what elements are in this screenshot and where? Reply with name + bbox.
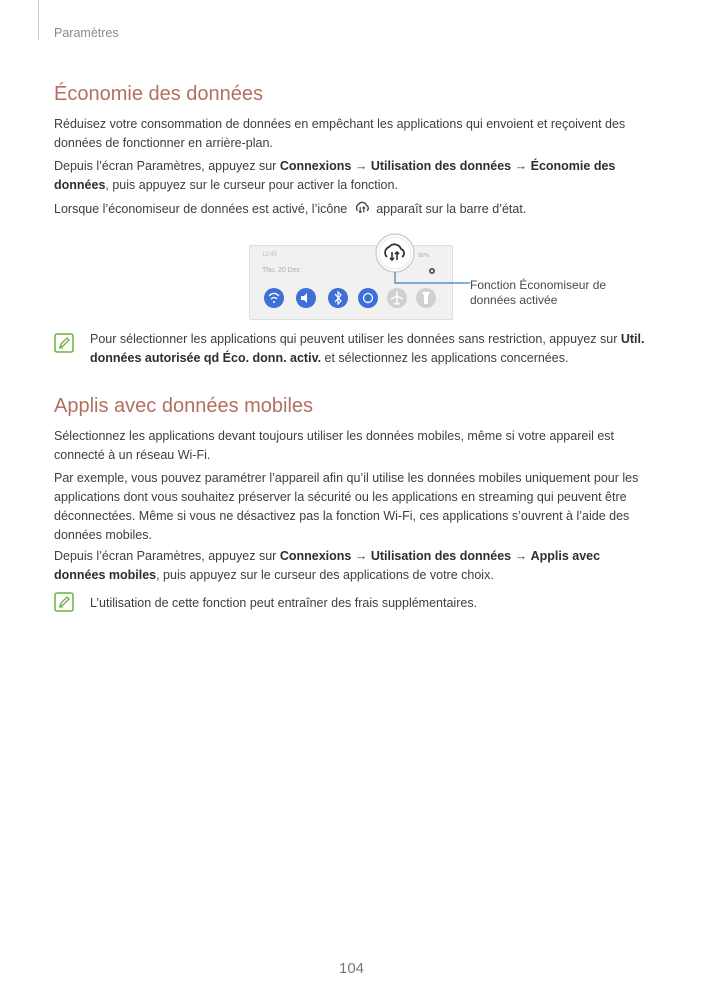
note-setting-name: Util. données autorisée qd Éco. donn. activ. (90, 332, 645, 365)
rotate-toggle (358, 288, 378, 308)
path-data-usage: Utilisation des données (370, 159, 512, 173)
arrow: → (354, 159, 368, 173)
page-number: 104 (338, 960, 365, 977)
path-mobile-data-apps: Applis avec données mobiles (54, 549, 601, 582)
mobile-data-intro: Sélectionnez les applications devant toujours utiliser les données mobiles, même si votre appareil est connecté à un réseau Wi-Fi. (54, 429, 615, 462)
note-extra-charges: L’utilisation de cette fonction peut entraîner des frais supplémentaires. (90, 596, 478, 610)
note-suffix: et sélectionnez les applications concernées. (321, 351, 569, 365)
quick-panel-time: 12:45 (262, 252, 278, 258)
section-header: Paramètres (54, 26, 119, 40)
status-suffix: apparaît sur la barre d’état. (376, 202, 527, 216)
path-suffix: , puis appuyez sur le curseur des applications de votre choix. (156, 568, 494, 582)
section-title-mobile-data-apps: Applis avec données mobiles (54, 395, 314, 417)
data-saver-path (54, 157, 644, 195)
data-saver-icon (353, 199, 371, 217)
figure-caption: Fonction Économiseur de données activée (470, 278, 607, 307)
data-saver-intro: Réduisez votre consommation de données en empêchant les applications qui envoient et reçoivent des données de fonctionner en arrière-plan. (54, 117, 626, 150)
mobile-data-path (54, 547, 644, 585)
note-icon (54, 333, 74, 353)
path-prefix: Depuis l’écran Paramètres, appuyez sur (54, 159, 280, 173)
path-connexions: Connexions (279, 159, 352, 173)
section-title-data-saver: Économie des données (54, 83, 264, 105)
path-data-saver: Économie des données (54, 159, 616, 192)
note-prefix: Pour sélectionner les applications qui peuvent utiliser les données sans restriction, appuyez sur (90, 332, 621, 346)
status-prefix: Lorsque l’économiseur de données est activé, l’icône (54, 202, 348, 216)
margin-rule (38, 0, 39, 40)
mobile-data-example: Par exemple, vous pouvez paramétrer l’appareil afin qu’il utilise les données mobiles uniquement pour les applications dont vous souhaitez préserver la sécurité ou les applications en streaming qui peuvent être déconnectées. Même si vous ne désactivez pas la fonction Wi-Fi, ces applications s’ouvrent à l’aide des données mobiles. (54, 471, 639, 542)
note-unrestricted-apps (90, 330, 650, 368)
arrow: → (514, 159, 528, 173)
path-data-usage: Utilisation des données (370, 549, 512, 563)
note-icon (54, 592, 74, 612)
data-saver-status (54, 199, 644, 219)
arrow: → (514, 549, 528, 563)
path-suffix: , puis appuyez sur le curseur pour activer la fonction. (105, 178, 398, 192)
arrow: → (354, 549, 368, 563)
quick-panel-battery: 95% (418, 253, 430, 259)
callout (370, 228, 480, 288)
quick-panel-date: Thu, 20 Dec (262, 267, 301, 274)
path-prefix: Depuis l’écran Paramètres, appuyez sur (54, 549, 280, 563)
path-connexions: Connexions (279, 549, 352, 563)
